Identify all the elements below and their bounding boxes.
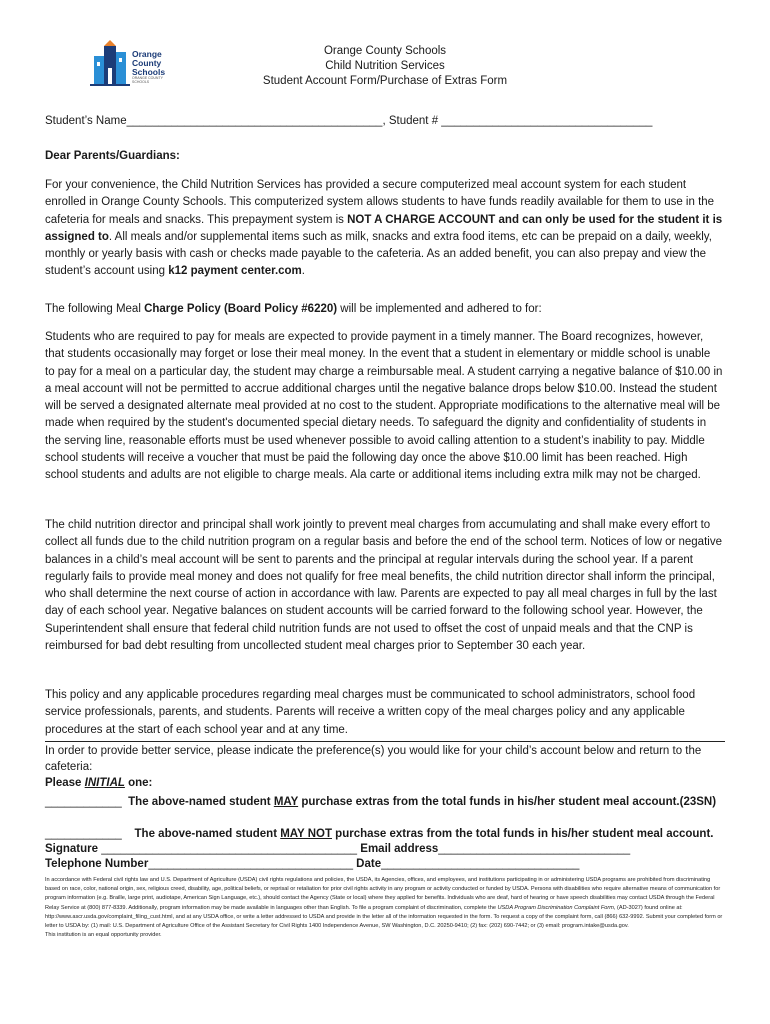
separator: , [382,115,389,127]
policy-paragraph-2: The child nutrition director and principal shall work jointly to prevent meal charges from accumulating and shall make every effort to collect all funds due to the child nutrition program on a regular basis and before the end of the school term. Notices of low or negative balances in a child’s meal account will be sent to parents and the principal at regular intervals during the school year. If a parent regularly fails to provide meal money and does not qualify for free meal benefits, the child nutrition director shall inform the principal, who shall determine the next course of action in accordance with law. Parents are expected to pay all meal charges in full by the last day of each school year. Negative balances on student accounts will be carried forward to the following school year. However, the Superintendent shall ensure that federal child nutrition funds are not used to offset the cost of unpaid meals and that the CNP is reimbursed for bad debt resulting from uncollected student meal charges prior to September 30 each year. [45,519,722,653]
telephone-label: Telephone Number [45,858,149,870]
logo-name-line-3: Schools [132,67,166,77]
student-number-field[interactable]: _________________________________ [441,115,653,127]
policy-paragraph-3: This policy and any applicable procedures regarding meal charges must be communicated to school administrators, school food service professionals, parents, and students. Parents will receive a written copy of the meal charges policy and any applicable procedures at the start of each school year and at any time. [45,689,696,736]
intro-paragraph [45,177,723,281]
intro-bold-2: k12 payment center.com [168,265,302,278]
header-department: Child Nutrition Services [325,60,445,72]
initial-prompt-text-1: Please [45,777,85,789]
student-number-label: Student # [388,115,442,127]
policy-intro-bold: Charge Policy (Board Policy #6220) [144,303,338,315]
footnote-text-1: In accordance with Federal civil rights law and U.S. Department of Agriculture (USDA) civil rights regulations and policies, the USDA, its Agencies, offices, and employees, and institutions participating in or administering USDA programs are prohibited from discriminating based on race, color, national origin, sex, religious creed, disability, age, political beliefs, or reprisal or retaliation for prior civil rights activity in any program or activity conducted or funded by USDA. Persons with disabilities who require alternative means of communication for program information (e.g. Braille, large print, audiotape, American Sign Language, etc.), should contact the Agency (State or local) where they applied for benefits. Individuals who are deaf, hard of hearing or have speech disabilities may contact USDA through the Federal Relay Service at (800) 877-8339. Additionally, program information may be made available in languages other than English. To file a program complaint of discrimination, complete the [45,877,721,911]
signature-line [45,843,630,855]
logo-tagline: ORANGE COUNTY SCHOOLS [132,76,163,84]
signature-field[interactable]: ________________________________________ [98,843,361,855]
intro-text-2: . All meals and/or supplemental items such as milk, snacks and extra food items, etc can be prepaid on a daily, weekly, monthly or yearly basis with cash or checks made payable to the cafeteria. As an added benefit, you can also prepay and view the student’s account using [45,230,712,278]
intro-text-1: For your convenience, the Child Nutrition Services has provided a secure computerized meal account system for each student enrolled in Orange County Schools. This computerized system allows students to have funds readily available for them to use in the cafeteria for meals and snacks. This prepayment system is [45,179,715,226]
student-name-field[interactable]: ________________________________________ [126,115,383,127]
footnote-text-2: , (AD-3027) found online at: http://www.ascr.usda.gov/complaint_filing_cust.html, and at any USDA office, or write a letter addressed to USDA and provide in the letter all of the information requested in the form. To request a copy of the complaint form, call (866) 632-9992. Submit your completed form or letter to USDA by: (1) mail: U.S. Department of Agriculture Office of the Assistant Secretary for Civil Rights 1400 Independence Avenue, SW Washington, D.C. 20250-9410; (2) fax: (202) 690-7442; or (3) email: program.intake@usda.gov. [45,904,723,930]
header-form-title: Student Account Form/Purchase of Extras Form [262,75,508,87]
option-may-emphasis: MAY [273,796,299,808]
policy-intro-text-2: will be implemented and adhered to for: [337,303,542,315]
student-name-label: Student’s Name [45,115,127,127]
option-may-not-emphasis: MAY NOT [280,828,332,840]
salutation: Dear Parents/Guardians: [45,150,180,162]
policy-intro [45,303,542,315]
signature-label: Signature [45,843,99,855]
logo-name-line-2: County [132,58,162,68]
date-field[interactable]: _______________________________ [381,858,580,870]
policy-paragraph-1: Students who are required to pay for meals are expected to provide payment in a timely manner. The Board recognizes, however, that students occasionally may forget or lose their meal money. In the event that a student in elementary or middle school is unable to pay for a meal on a particular day, the student may charge a reimbursable meal. A student carrying a negative balance of $10.00 in a meal account will not be permitted to accrue additional charges until the negative balance drops below $10.00. Instead the student will be served a designated alternate meal provided at no cost to the student. Appropriate modifications to the alternative meal will be made when required by the student's documented special dietary needs. To safeguard the dignity and confidentiality of students in the serving line, reasonable efforts must be used whenever possible to avoid calling attention to a student’s inability to pay. Middle school students will receive a voucher that must be paid the following day once the above $10.00 limit has been reached. High school students and adults are not eligible to charge meals. Ala carte or additional items including extra milk may not be charged. [45,331,723,482]
equal-opportunity-statement: This institution is an equal opportunity provider. [45,932,162,939]
option-may-not [45,828,713,840]
telephone-line [45,858,579,870]
option-may-not-text-2: purchase extras from the total funds in his/her student meal account. [331,828,714,840]
initial-prompt-text-2: one: [124,777,153,789]
nondiscrimination-statement [45,876,723,940]
divider [45,741,725,742]
email-label: Email address [360,843,439,855]
telephone-field[interactable]: ________________________________ [148,858,357,870]
intro-bold-1: NOT A CHARGE ACCOUNT and can only be used for the student it is assigned to [45,213,723,243]
option-may-not-text-1: The above-named student [121,828,281,840]
footnote-form-name: USDA Program Discrimination Complaint Form [497,904,614,911]
option-may-text-2: purchase extras from the total funds in his/her student meal account.(23SN) [298,796,717,808]
intro-text-3: . [301,265,305,278]
header-organization: Orange County Schools [323,45,447,57]
logo-name-line-1: Orange [132,49,162,59]
initial-prompt-emphasis: INITIAL [84,777,125,789]
student-info-line [45,115,652,127]
document-header [0,44,770,89]
option-may-text-1: The above-named student [121,796,274,808]
option-may-initial-field[interactable]: ____________ [45,796,122,808]
preference-instructions: In order to provide better service, please indicate the preference(s) you would like for your child’s account below and return to the cafeteria: [45,745,702,773]
option-may-not-initial-field[interactable]: ____________ [45,828,122,840]
initial-prompt [45,777,152,789]
email-field[interactable]: ______________________________ [438,843,631,855]
date-label: Date [356,858,382,870]
policy-intro-text-1: The following Meal [45,303,145,315]
option-may [45,796,716,808]
